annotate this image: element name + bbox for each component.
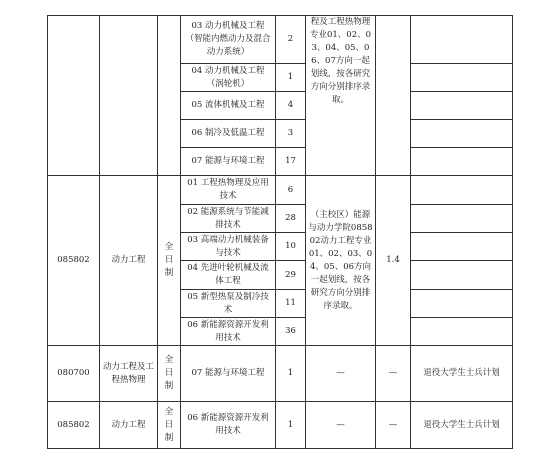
plan-cell [411, 16, 513, 64]
mode-text: 全日制 [164, 406, 174, 443]
mode-cell [158, 16, 181, 176]
table-row [48, 402, 513, 449]
direction-cell: 07 能源与环境工程 [181, 346, 276, 402]
quota-cell: 11 [276, 290, 306, 318]
ratio-cell: — [376, 346, 411, 402]
major-cell: 动力工程 [100, 176, 158, 346]
direction-cell: 06 新能源资源开发利用技术 [181, 318, 276, 346]
quota-cell: 10 [276, 233, 306, 261]
note-cell: （主校区）能源与动力学院085802动力工程专业01、02、03、04、05、06方向一起划线，按各研究方向分别排序录取。 [306, 176, 376, 346]
mode-text: 全日制 [164, 242, 174, 278]
quota-cell: 1 [276, 346, 306, 402]
major-cell: 动力工程 [100, 402, 158, 449]
mode-cell [158, 346, 181, 402]
quota-cell: 6 [276, 176, 306, 205]
plan-cell [411, 64, 513, 92]
plan-cell [411, 261, 513, 290]
plan-cell: 退役大学生士兵计划 [411, 402, 513, 449]
code-cell: 085802 [48, 402, 100, 449]
quota-cell: 4 [276, 92, 306, 120]
plan-cell [411, 205, 513, 233]
note-cell: 程及工程热物理专业01、02、03、04、05、06、07方向一起划线，按各研究方向分别排序录取。 [306, 16, 376, 176]
plan-cell [411, 148, 513, 176]
direction-cell: 02 能源系统与节能减排技术 [181, 205, 276, 233]
direction-cell: 06 新能源资源开发利用技术 [181, 402, 276, 449]
ratio-cell: 1.4 [376, 176, 411, 346]
code-cell [48, 16, 100, 176]
direction-cell: 06 制冷及低温工程 [181, 120, 276, 148]
quota-cell: 17 [276, 148, 306, 176]
direction-cell: 04 动力机械及工程（涡轮机） [181, 64, 276, 92]
quota-cell: 36 [276, 318, 306, 346]
note-cell: — [306, 346, 376, 402]
direction-cell: 03 高端动力机械装备与技术 [181, 233, 276, 261]
ratio-cell: — [376, 402, 411, 449]
plan-cell [411, 318, 513, 346]
direction-cell: 07 能源与环境工程 [181, 148, 276, 176]
ratio-cell [376, 16, 411, 176]
quota-cell: 2 [276, 16, 306, 64]
quota-cell: 28 [276, 205, 306, 233]
quota-cell: 3 [276, 120, 306, 148]
direction-cell: 01 工程热物理及应用技术 [181, 176, 276, 205]
code-cell: 085802 [48, 176, 100, 346]
mode-cell [158, 402, 181, 449]
table-row [48, 16, 513, 64]
plan-cell [411, 92, 513, 120]
direction-cell: 04 先进叶轮机械及流体工程 [181, 261, 276, 290]
major-cell: 动力工程及工程热物理 [100, 346, 158, 402]
plan-cell [411, 176, 513, 205]
direction-cell: 03 动力机械及工程（智能内燃动力及混合动力系统） [181, 16, 276, 64]
plan-cell: 退役大学生士兵计划 [411, 346, 513, 402]
plan-cell [411, 120, 513, 148]
direction-cell: 05 流体机械及工程 [181, 92, 276, 120]
note-cell: — [306, 402, 376, 449]
plan-cell [411, 233, 513, 261]
plan-cell [411, 290, 513, 318]
direction-cell: 05 新型热泵及制冷技术 [181, 290, 276, 318]
table-row [48, 346, 513, 402]
mode-text: 全日制 [164, 355, 174, 391]
code-cell: 080700 [48, 346, 100, 402]
quota-cell: 1 [276, 64, 306, 92]
quota-cell: 29 [276, 261, 306, 290]
admission-table [47, 15, 513, 449]
quota-cell: 1 [276, 402, 306, 449]
major-cell [100, 16, 158, 176]
mode-cell [158, 176, 181, 346]
table-row [48, 176, 513, 205]
